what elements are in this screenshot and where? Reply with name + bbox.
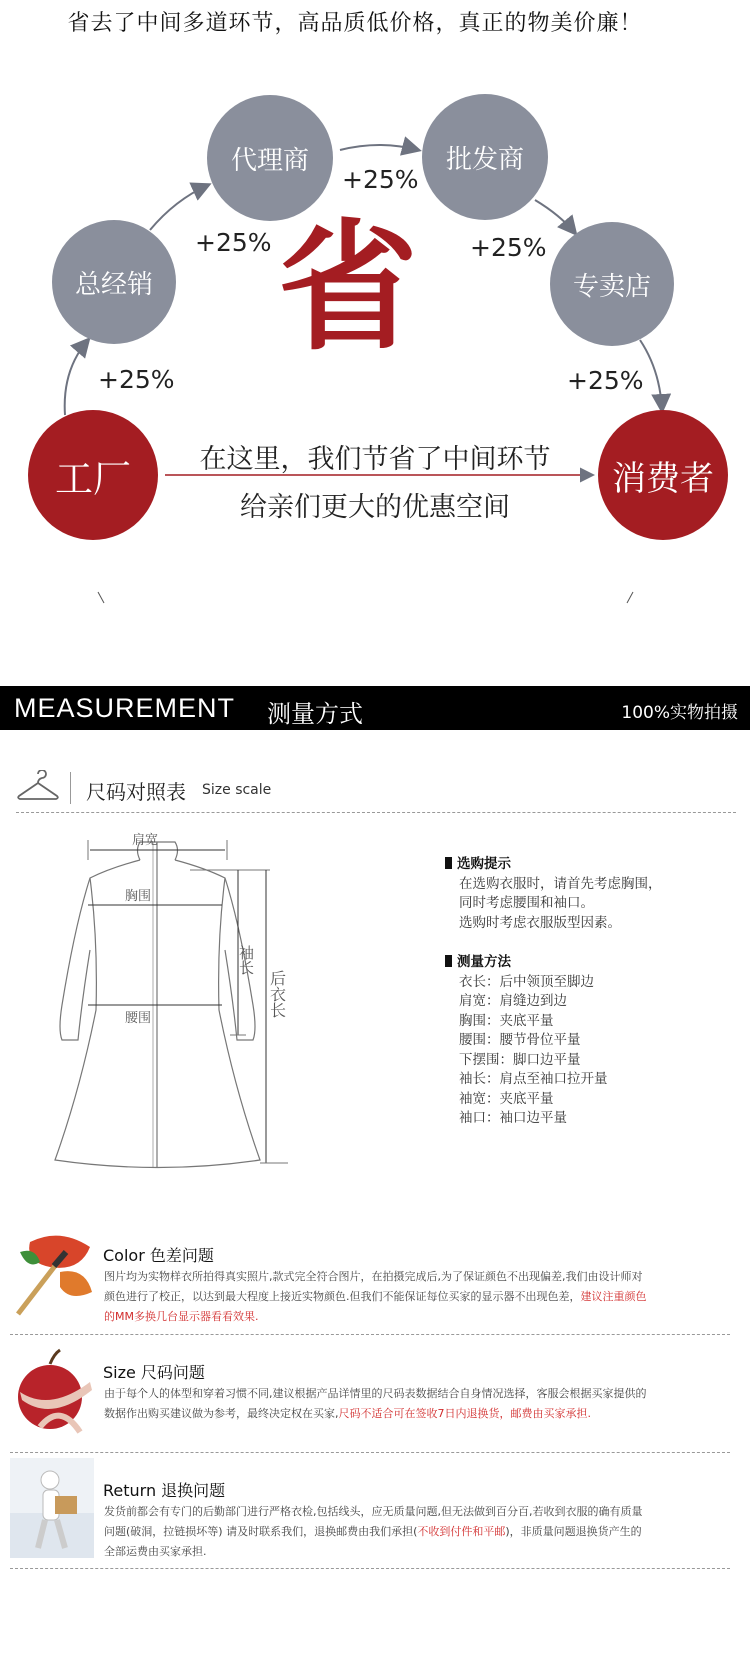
info-text: )，非质量问题退换货产生的 [505, 1525, 642, 1538]
info-text: 颜色进行了校正，以达到最大程度上接近实物颜色.但我们不能保证每位买家的显示器不出现色差， [104, 1290, 581, 1303]
node-distributor: 总经销 [52, 220, 176, 344]
method-line: 袖长：肩点至袖口拉开量 [459, 1071, 608, 1087]
divider [16, 812, 736, 813]
tips-heading: 选购提示 [445, 855, 662, 875]
apple-tape-icon [10, 1342, 94, 1442]
markup-label: +25% [195, 228, 272, 257]
info-highlight: 的MM多换几台显示器看看效果. [104, 1310, 259, 1323]
method-line: 袖口：袖口边平量 [459, 1110, 567, 1126]
markup-label: +25% [470, 233, 547, 262]
banner-title-en: MEASUREMENT [14, 693, 236, 723]
node-wholesaler: 批发商 [422, 94, 548, 220]
tips-line: 选购时考虑衣服版型因素。 [459, 914, 621, 931]
info-text: 发货前都会有专门的后勤部门进行严格衣检,包括线头，应无质量问题,但无法做到百分百,若收到衣服的确有质量 [104, 1505, 643, 1518]
info-highlight: 尺码不适合可在签收7日内退换货，邮费由买家承担. [338, 1407, 591, 1420]
measure-method [445, 953, 608, 1129]
divider [10, 1452, 730, 1453]
tips-line: 在选购衣服时，请首先考虑胸围， [459, 875, 662, 892]
info-highlight: 不收到付件和平邮 [417, 1525, 506, 1538]
garment-diagram [40, 830, 320, 1175]
info-body-size [104, 1384, 704, 1424]
method-line: 胸围：夹底平量 [459, 1012, 554, 1029]
banner-title-cn: 测量方式 [267, 700, 363, 728]
label-shoulder: 肩宽 [132, 833, 159, 848]
info-text: 问题(破洞，拉链损坏等) 请及时联系我们，退换邮费由我们承担( [104, 1525, 418, 1538]
markup-label: +25% [342, 165, 419, 194]
node-agent: 代理商 [207, 95, 333, 221]
delivery-person-icon [10, 1458, 94, 1558]
method-line: 腰围：腰节骨位平量 [459, 1032, 581, 1048]
paintbrush-icon [10, 1222, 94, 1322]
banner-real-photo: 100%实物拍摄 [621, 703, 738, 723]
flow-caption-1: 在这里，我们节省了中间环节 [199, 444, 551, 475]
divider [10, 1334, 730, 1335]
measurement-banner [0, 686, 750, 730]
method-line: 袖宽：夹底平量 [459, 1090, 554, 1107]
header-divider [70, 772, 71, 804]
info-body-return [104, 1502, 704, 1562]
info-body-color [104, 1267, 704, 1327]
info-text: 图片均为实物样衣所拍得真实照片,款式完全符合图片，在拍摄完成后,为了保证颜色不出现偏差,我们由设计师对 [104, 1270, 643, 1283]
size-scale-subtitle: Size scale [202, 782, 272, 798]
label-waist: 腰围 [125, 1011, 152, 1026]
info-title-color: Color 色差问题 [103, 1246, 214, 1265]
info-title-return: Return 退换问题 [103, 1481, 226, 1500]
label-sleeve: 袖长 [237, 945, 255, 975]
flow-caption-2: 给亲们更大的优惠空间 [240, 492, 510, 523]
info-text: 全部运费由买家承担. [104, 1545, 207, 1558]
info-highlight: 建议注重颜色 [580, 1290, 647, 1303]
hanger-icon [16, 770, 60, 804]
save-character: 省 [278, 206, 419, 370]
info-text: 由于每个人的体型和穿着习惯不同,建议根据产品详情里的尺码表数据结合自身情况选择，客服会根据买家提供的 [104, 1387, 647, 1400]
headline: 省去了中间多道环节，高品质低价格，真正的物美价廉！ [67, 11, 643, 36]
info-title-size: Size 尺码问题 [103, 1363, 205, 1382]
tips-line: 同时考虑腰围和袖口。 [459, 895, 594, 911]
label-back-length: 后衣长 [267, 970, 287, 1018]
method-line: 衣长：后中领顶至脚边 [459, 973, 594, 990]
method-line: 肩宽：肩缝边到边 [459, 993, 567, 1009]
node-factory: 工厂 [28, 410, 158, 540]
divider [10, 1568, 730, 1569]
node-consumer: 消费者 [598, 410, 728, 540]
label-chest: 胸围 [125, 889, 152, 904]
node-store: 专卖店 [550, 222, 674, 346]
info-text: 数据作出购买建议做为参考，最终决定权在买家, [104, 1407, 339, 1420]
purchase-tips [445, 855, 662, 933]
markup-label: +25% [98, 365, 175, 394]
method-heading: 测量方法 [445, 953, 608, 973]
method-line: 下摆围：脚口边平量 [459, 1051, 581, 1068]
markup-label: +25% [567, 366, 644, 395]
size-scale-title: 尺码对照表 [86, 780, 186, 804]
